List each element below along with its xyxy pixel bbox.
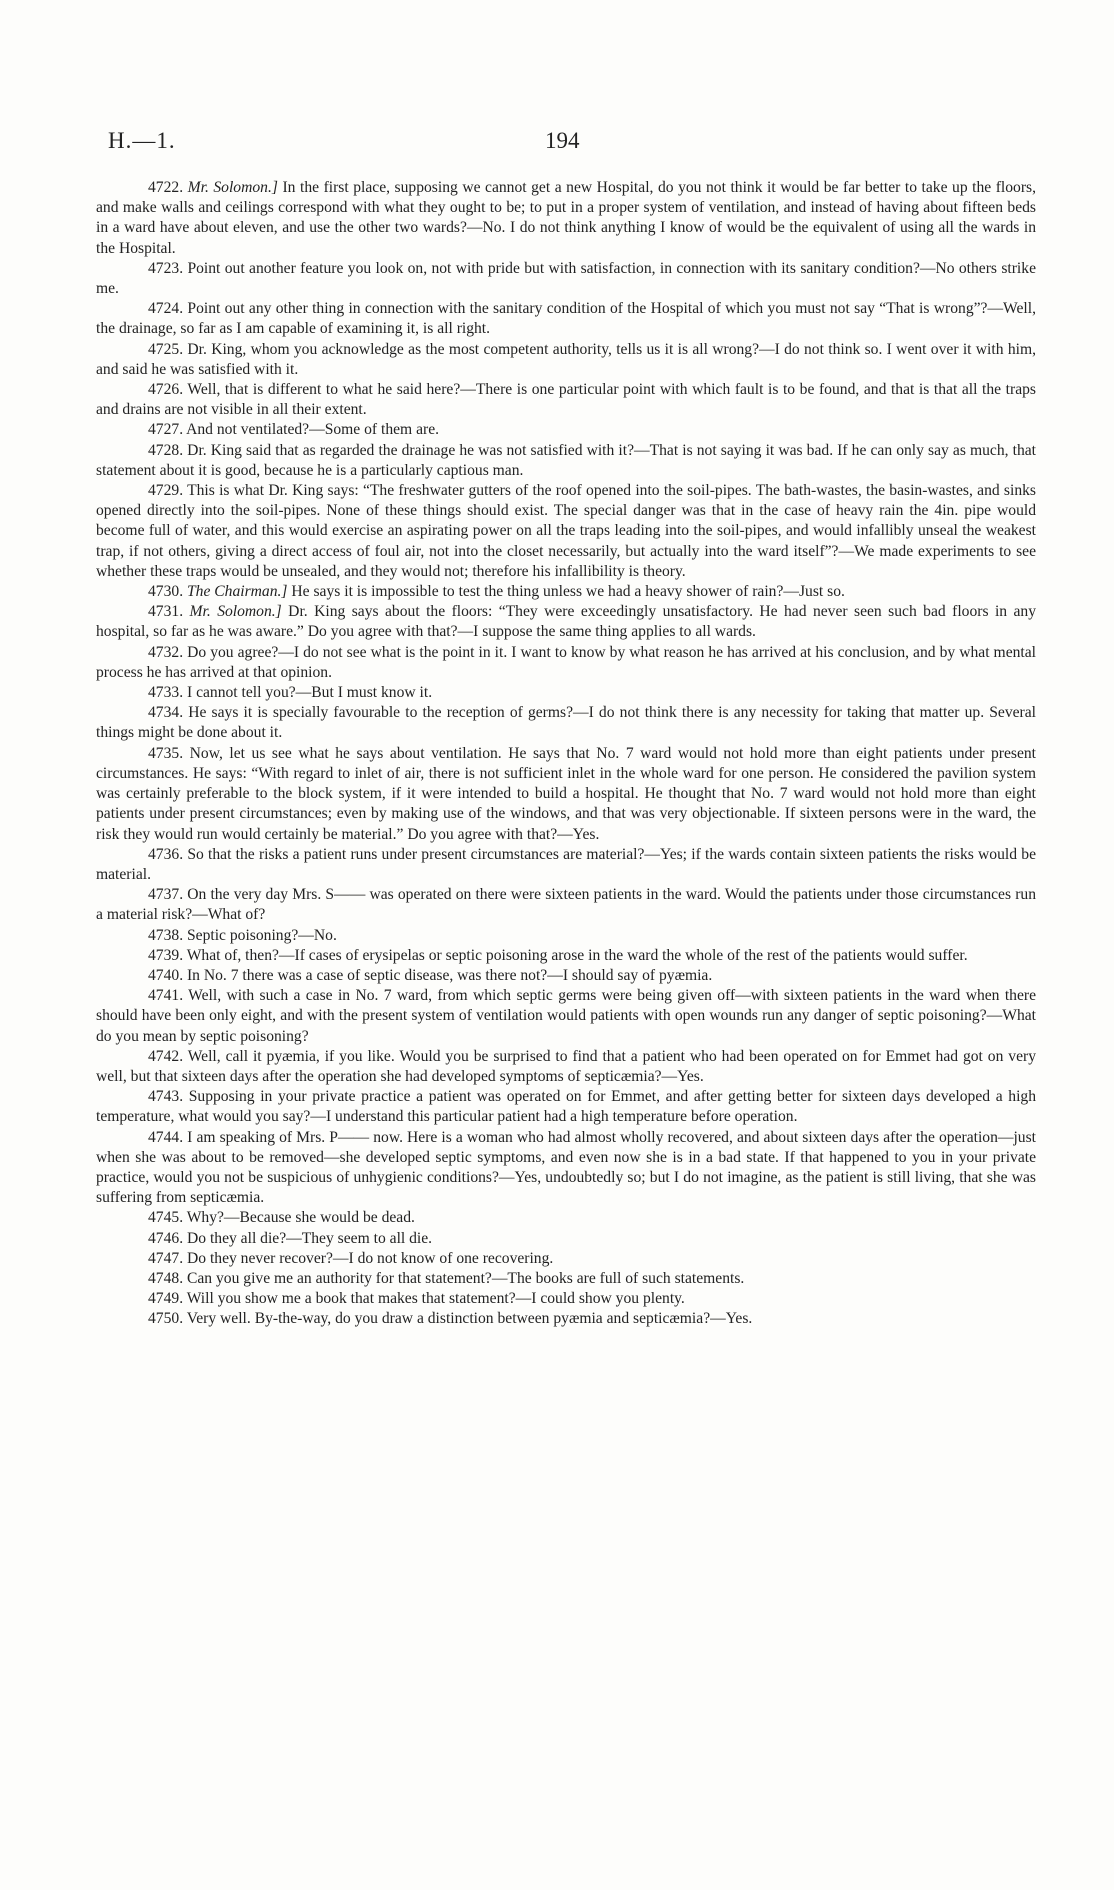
question-answer-paragraph xyxy=(96,1047,1036,1087)
paragraph-text: He says it is impossible to test the thing unless we had a heavy shower of rain?—Just so. xyxy=(287,583,845,601)
question-answer-paragraph xyxy=(96,845,1036,885)
paragraph-text: In the first place, supposing we cannot get a new Hospital, do you not think it would be far better to take up the floors, and make walls and ceilings correspond with what they ought to be; to put in a proper system of ventilation, and instead of having about fifteen beds in a ward have about eleven, and use the other two wards?—No. I do not think anything I know of would be the equivalent of using all the wards in the Hospital. xyxy=(96,179,1037,257)
paragraph-text: 4735. Now, let us see what he says about ventilation. He says that No. 7 ward would not hold more than eight patients under present circumstances. He says: “With regard to inlet of air, there is not sufficient inlet in the whole ward for one person. He considered the pavilion system was certainly preferable to the block system, if it were intended to build a hospital. He thought that No. 7 ward would not hold more than eight patients under present circumstances; even by making use of the windows, and that was very objectionable. If sixteen persons were in the ward, the risk they would run would certainly be material.” Do you agree with that?—Yes. xyxy=(96,744,1036,843)
question-answer-paragraph xyxy=(96,643,1036,683)
paragraph-text: 4749. Will you show me a book that makes that statement?—I could show you plenty. xyxy=(148,1290,685,1308)
paragraph-text: 4739. What of, then?—If cases of erysipelas or septic poisoning arose in the ward the whole of the rest of the patients would suffer. xyxy=(148,946,968,964)
question-answer-paragraph xyxy=(96,178,1036,259)
question-answer-paragraph xyxy=(96,703,1036,743)
paragraph-text: 4738. Septic poisoning?—No. xyxy=(148,926,337,944)
speaker-name: The Chairman.] xyxy=(186,583,288,601)
question-answer-paragraph xyxy=(96,1289,1036,1309)
question-answer-paragraph xyxy=(96,926,1036,946)
question-number: 4730. xyxy=(148,583,187,601)
paragraph-text: 4744. I am speaking of Mrs. P—— now. Here is a woman who had almost wholly recovered, and about sixteen days after the operation—just when she was about to be removed—she developed septic symptoms, and even now she is in a bad state. If that happened to you in your private practice, would you not be suspicious of unhygienic conditions?—Yes, undoubtedly so; but I do not imagine, as the patient is still living, that she was suffering from septicæmia. xyxy=(96,1128,1036,1207)
evidence-text xyxy=(96,178,1036,1330)
question-answer-paragraph xyxy=(96,380,1036,420)
question-answer-paragraph xyxy=(96,1309,1036,1329)
question-answer-paragraph xyxy=(96,481,1036,582)
question-answer-paragraph xyxy=(96,885,1036,925)
question-answer-paragraph xyxy=(96,1249,1036,1269)
question-answer-paragraph xyxy=(96,1229,1036,1249)
question-answer-paragraph xyxy=(96,602,1036,642)
question-number: 4722. xyxy=(148,179,188,196)
paragraph-text: 4736. So that the risks a patient runs under present circumstances are material?—Yes; if the wards contain sixteen patients the risks would be material. xyxy=(96,845,1036,883)
paragraph-text: 4740. In No. 7 there was a case of septic disease, was there not?—I should say of pyæmia. xyxy=(148,966,713,984)
paragraph-text: 4728. Dr. King said that as regarded the drainage he was not satisfied with it?—That is not saying it was bad. If he can only say as much, that statement about it is good, because he is a particularly captious man. xyxy=(96,441,1036,479)
paragraph-text: 4746. Do they all die?—They seem to all die. xyxy=(148,1229,433,1247)
speaker-name: Mr. Solomon.] xyxy=(189,603,282,621)
question-answer-paragraph xyxy=(96,299,1036,339)
paragraph-text: 4747. Do they never recover?—I do not know of one recovering. xyxy=(148,1249,554,1267)
question-answer-paragraph xyxy=(96,1269,1036,1289)
question-answer-paragraph xyxy=(96,683,1036,703)
document-id: H.—1. xyxy=(108,128,176,153)
question-answer-paragraph xyxy=(96,946,1036,966)
question-answer-paragraph xyxy=(96,1208,1036,1228)
question-answer-paragraph xyxy=(96,582,1036,602)
question-answer-paragraph xyxy=(96,259,1036,299)
paragraph-text: 4733. I cannot tell you?—But I must know it. xyxy=(148,684,433,702)
paragraph-text: 4742. Well, call it pyæmia, if you like. Would you be surprised to find that a patient who had been operated on for Emmet had got on very well, but that sixteen days after the operation she had developed symptoms of septicæmia?—Yes. xyxy=(96,1047,1036,1085)
paragraph-text: 4748. Can you give me an authority for that statement?—The books are full of such statements. xyxy=(148,1269,745,1287)
question-answer-paragraph xyxy=(96,1128,1036,1209)
paragraph-text: 4732. Do you agree?—I do not see what is the point in it. I want to know by what reason he has arrived at his conclusion, and by what mental process he has arrived at that opinion. xyxy=(96,643,1036,681)
paragraph-text: 4724. Point out any other thing in connection with the sanitary condition of the Hospital of which you must not say “That is wrong”?—Well, the drainage, so far as I am capable of examining it, is all right. xyxy=(96,300,1036,338)
question-answer-paragraph xyxy=(96,441,1036,481)
paragraph-text: 4723. Point out another feature you look on, not with pride but with satisfaction, in connection with its sanitary condition?—No others strike me. xyxy=(96,259,1036,298)
paragraph-text: 4729. This is what Dr. King says: “The freshwater gutters of the roof opened into the soil-pipes. The bath-wastes, the basin-wastes, and sinks opened directly into the soil-pipes. None of these things should exist. The special danger was that in the case of heavy rain the 4in. pipe would become full of water, and this would exercise an aspirating power on all the traps leading into the soil-pipes, and would infallibly unseal the weakest trap, if not others, giving a direct access of foul air, not into the closet necessarily, but actually into the ward itself”?—We made experiments to see whether these traps would be unsealed, and they would not; therefore his infallibility is theory. xyxy=(96,482,1036,580)
question-answer-paragraph xyxy=(96,744,1036,845)
question-answer-paragraph xyxy=(96,340,1036,380)
question-answer-paragraph xyxy=(96,420,1036,440)
paragraph-text: 4741. Well, with such a case in No. 7 ward, from which septic germs were being given off—with sixteen patients in the ward when there should have been only eight, and with the present system of ventilation would patients with open wounds run any danger of septic poisoning?—What do you mean by septic poisoning? xyxy=(96,987,1036,1045)
question-answer-paragraph xyxy=(96,986,1036,1047)
paragraph-text: 4734. He says it is specially favourable to the reception of germs?—I do not think there is any necessity for taking that matter up. Several things might be done about it. xyxy=(96,704,1036,742)
page-number: 194 xyxy=(545,128,580,153)
paragraph-text: 4727. And not ventilated?—Some of them are. xyxy=(148,421,440,439)
speaker-name: Mr. Solomon.] xyxy=(187,179,278,196)
paragraph-text: Dr. King says about the floors: “They were exceedingly unsatisfactory. He had never seen such bad floors in any hospital, so far as he was aware.” Do you agree with that?—I suppose the same thing applies to all wards. xyxy=(96,603,1037,641)
paragraph-text: 4745. Why?—Because she would be dead. xyxy=(148,1209,415,1227)
paragraph-text: 4725. Dr. King, whom you acknowledge as the most competent authority, tells us it is all wrong?—I do not think so. I went over it with him, and said he was satisfied with it. xyxy=(96,340,1036,378)
paragraph-text: 4743. Supposing in your private practice a patient was operated on for Emmet, and after getting better for sixteen days developed a high temperature, what would you say?—I understand this particular patient had a high temperature before operation. xyxy=(96,1088,1036,1126)
paragraph-text: 4737. On the very day Mrs. S—— was operated on there were sixteen patients in the ward. Would the patients under those circumstances run a material risk?—What of? xyxy=(96,886,1036,924)
paragraph-text: 4726. Well, that is different to what he said here?—There is one particular point with which fault is to be found, and that is that all the traps and drains are not visible in all their extent. xyxy=(96,381,1036,419)
question-answer-paragraph xyxy=(96,1087,1036,1127)
paragraph-text: 4750. Very well. By-the-way, do you draw a distinction between pyæmia and septicæmia?—Yes. xyxy=(148,1310,753,1328)
question-answer-paragraph xyxy=(96,966,1036,986)
question-number: 4731. xyxy=(148,603,190,621)
